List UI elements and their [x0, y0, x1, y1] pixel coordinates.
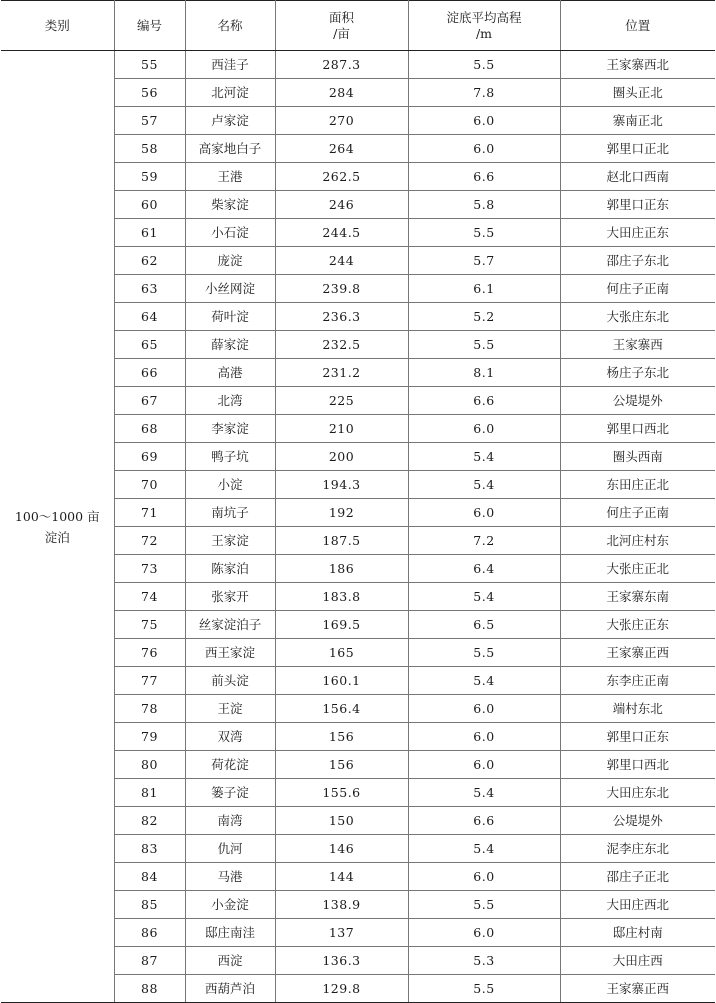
cell-name: 北湾 — [185, 387, 275, 415]
cell-area: 156 — [275, 723, 408, 751]
cell-elevation: 5.2 — [408, 303, 560, 331]
cell-elevation: 6.6 — [408, 163, 560, 191]
cell-location: 泥李庄东北 — [560, 835, 715, 863]
cell-elevation: 5.7 — [408, 247, 560, 275]
header-id: 编号 — [114, 1, 185, 51]
cell-name: 小金淀 — [185, 891, 275, 919]
cell-location: 大田庄西 — [560, 947, 715, 975]
cell-location: 郭里口正东 — [560, 191, 715, 219]
cell-location: 邸庄村南 — [560, 919, 715, 947]
cell-id: 64 — [114, 303, 185, 331]
cell-name: 庞淀 — [185, 247, 275, 275]
header-elevation-unit: /m — [475, 25, 493, 41]
cell-id: 80 — [114, 751, 185, 779]
cell-name: 荷叶淀 — [185, 303, 275, 331]
cell-name: 柴家淀 — [185, 191, 275, 219]
cell-location: 郭里口正北 — [560, 135, 715, 163]
cell-id: 87 — [114, 947, 185, 975]
cell-location: 王家寨西北 — [560, 51, 715, 79]
cell-area: 262.5 — [275, 163, 408, 191]
cell-id: 74 — [114, 583, 185, 611]
cell-elevation: 5.5 — [408, 219, 560, 247]
cell-area: 137 — [275, 919, 408, 947]
cell-location: 公堤堤外 — [560, 387, 715, 415]
cell-id: 62 — [114, 247, 185, 275]
table-row — [1, 51, 715, 79]
cell-area: 144 — [275, 863, 408, 891]
cell-id: 79 — [114, 723, 185, 751]
cell-name: 南湾 — [185, 807, 275, 835]
cell-area: 156.4 — [275, 695, 408, 723]
cell-id: 58 — [114, 135, 185, 163]
cell-id: 55 — [114, 51, 185, 79]
cell-area: 136.3 — [275, 947, 408, 975]
cell-name: 王港 — [185, 163, 275, 191]
cell-area: 156 — [275, 751, 408, 779]
cell-location: 北河庄村东 — [560, 527, 715, 555]
cell-elevation: 5.5 — [408, 331, 560, 359]
cell-area: 270 — [275, 107, 408, 135]
cell-elevation: 5.4 — [408, 779, 560, 807]
table-body — [1, 51, 715, 1003]
cell-location: 大张庄东北 — [560, 303, 715, 331]
cell-elevation: 5.5 — [408, 975, 560, 1003]
cell-elevation: 5.4 — [408, 443, 560, 471]
cell-id: 77 — [114, 667, 185, 695]
cell-name: 北河淀 — [185, 79, 275, 107]
cell-elevation: 5.4 — [408, 471, 560, 499]
category-label: 100～1000 亩淀泊 — [14, 508, 100, 545]
cell-elevation: 6.6 — [408, 807, 560, 835]
cell-area: 239.8 — [275, 275, 408, 303]
cell-id: 59 — [114, 163, 185, 191]
cell-area: 192 — [275, 499, 408, 527]
cell-name: 西洼子 — [185, 51, 275, 79]
header-name: 名称 — [185, 1, 275, 51]
cell-location: 王家寨西 — [560, 331, 715, 359]
cell-name: 薛家淀 — [185, 331, 275, 359]
header-elevation-label: 淀底平均高程 — [446, 9, 522, 25]
header-area-label: 面积 — [328, 9, 354, 25]
cell-elevation: 6.0 — [408, 695, 560, 723]
cell-area: 138.9 — [275, 891, 408, 919]
cell-id: 61 — [114, 219, 185, 247]
cell-location: 郭里口西北 — [560, 751, 715, 779]
cell-area: 183.8 — [275, 583, 408, 611]
cell-location: 赵北口西南 — [560, 163, 715, 191]
cell-area: 236.3 — [275, 303, 408, 331]
cell-area: 150 — [275, 807, 408, 835]
cell-elevation: 6.0 — [408, 107, 560, 135]
cell-location: 大田庄正东 — [560, 219, 715, 247]
cell-id: 72 — [114, 527, 185, 555]
cell-id: 83 — [114, 835, 185, 863]
cell-area: 287.3 — [275, 51, 408, 79]
cell-location: 大田庄东北 — [560, 779, 715, 807]
cell-area: 194.3 — [275, 471, 408, 499]
cell-id: 75 — [114, 611, 185, 639]
cell-area: 186 — [275, 555, 408, 583]
cell-name: 荷花淀 — [185, 751, 275, 779]
cell-id: 56 — [114, 79, 185, 107]
cell-id: 81 — [114, 779, 185, 807]
cell-area: 231.2 — [275, 359, 408, 387]
cell-area: 165 — [275, 639, 408, 667]
cell-location: 大张庄正北 — [560, 555, 715, 583]
cell-elevation: 6.0 — [408, 135, 560, 163]
cell-elevation: 5.5 — [408, 639, 560, 667]
cell-elevation: 5.3 — [408, 947, 560, 975]
cell-area: 225 — [275, 387, 408, 415]
cell-elevation: 6.0 — [408, 919, 560, 947]
cell-name: 双湾 — [185, 723, 275, 751]
cell-location: 东李庄正南 — [560, 667, 715, 695]
cell-area: 200 — [275, 443, 408, 471]
cell-area: 244 — [275, 247, 408, 275]
cell-id: 63 — [114, 275, 185, 303]
cell-elevation: 7.8 — [408, 79, 560, 107]
header-elevation — [408, 1, 560, 51]
cell-elevation: 6.6 — [408, 387, 560, 415]
cell-elevation: 6.0 — [408, 863, 560, 891]
cell-location: 邵庄子东北 — [560, 247, 715, 275]
cell-name: 陈家泊 — [185, 555, 275, 583]
cell-location: 大张庄正东 — [560, 611, 715, 639]
cell-name: 西葫芦泊 — [185, 975, 275, 1003]
cell-location: 端村东北 — [560, 695, 715, 723]
cell-id: 76 — [114, 639, 185, 667]
cell-name: 邸庄南洼 — [185, 919, 275, 947]
cell-name: 小丝网淀 — [185, 275, 275, 303]
cell-name: 西淀 — [185, 947, 275, 975]
cell-elevation: 6.0 — [408, 415, 560, 443]
cell-location: 邵庄子正北 — [560, 863, 715, 891]
cell-location: 公堤堤外 — [560, 807, 715, 835]
cell-location: 圈头正北 — [560, 79, 715, 107]
header-area-unit: /亩 — [333, 25, 350, 41]
cell-location: 何庄子正南 — [560, 499, 715, 527]
cell-name: 仇河 — [185, 835, 275, 863]
cell-area: 264 — [275, 135, 408, 163]
cell-area: 284 — [275, 79, 408, 107]
cell-id: 73 — [114, 555, 185, 583]
cell-elevation: 8.1 — [408, 359, 560, 387]
cell-name: 西王家淀 — [185, 639, 275, 667]
cell-name: 王家淀 — [185, 527, 275, 555]
cell-id: 84 — [114, 863, 185, 891]
cell-elevation: 5.5 — [408, 51, 560, 79]
cell-area: 210 — [275, 415, 408, 443]
cell-name: 李家淀 — [185, 415, 275, 443]
cell-elevation: 5.4 — [408, 583, 560, 611]
cell-id: 82 — [114, 807, 185, 835]
cell-id: 60 — [114, 191, 185, 219]
cell-name: 篓子淀 — [185, 779, 275, 807]
cell-name: 王淀 — [185, 695, 275, 723]
category-cell — [1, 51, 114, 1003]
cell-location: 郭里口西北 — [560, 415, 715, 443]
cell-id: 68 — [114, 415, 185, 443]
cell-area: 169.5 — [275, 611, 408, 639]
cell-location: 王家寨正西 — [560, 639, 715, 667]
lake-table — [1, 0, 715, 1003]
cell-name: 高家地白子 — [185, 135, 275, 163]
cell-location: 杨庄子东北 — [560, 359, 715, 387]
header-area — [275, 1, 408, 51]
cell-name: 高港 — [185, 359, 275, 387]
cell-elevation: 6.1 — [408, 275, 560, 303]
cell-area: 160.1 — [275, 667, 408, 695]
cell-elevation: 6.0 — [408, 499, 560, 527]
cell-location: 王家寨正西 — [560, 975, 715, 1003]
cell-name: 前头淀 — [185, 667, 275, 695]
cell-elevation: 5.5 — [408, 891, 560, 919]
cell-name: 张家开 — [185, 583, 275, 611]
cell-location: 郭里口正东 — [560, 723, 715, 751]
cell-elevation: 6.5 — [408, 611, 560, 639]
cell-elevation: 5.4 — [408, 667, 560, 695]
cell-elevation: 5.8 — [408, 191, 560, 219]
cell-id: 57 — [114, 107, 185, 135]
cell-elevation: 6.0 — [408, 723, 560, 751]
cell-id: 65 — [114, 331, 185, 359]
cell-id: 71 — [114, 499, 185, 527]
cell-area: 246 — [275, 191, 408, 219]
cell-id: 88 — [114, 975, 185, 1003]
cell-id: 86 — [114, 919, 185, 947]
cell-location: 寨南正北 — [560, 107, 715, 135]
cell-name: 卢家淀 — [185, 107, 275, 135]
cell-name: 南坑子 — [185, 499, 275, 527]
cell-name: 马港 — [185, 863, 275, 891]
header-category: 类别 — [1, 1, 114, 51]
cell-location: 何庄子正南 — [560, 275, 715, 303]
cell-id: 70 — [114, 471, 185, 499]
cell-area: 244.5 — [275, 219, 408, 247]
cell-elevation: 5.4 — [408, 835, 560, 863]
cell-location: 王家寨东南 — [560, 583, 715, 611]
cell-id: 69 — [114, 443, 185, 471]
cell-name: 小石淀 — [185, 219, 275, 247]
cell-area: 187.5 — [275, 527, 408, 555]
cell-name: 小淀 — [185, 471, 275, 499]
cell-location: 东田庄正北 — [560, 471, 715, 499]
cell-id: 67 — [114, 387, 185, 415]
cell-id: 66 — [114, 359, 185, 387]
cell-area: 146 — [275, 835, 408, 863]
cell-location: 圈头西南 — [560, 443, 715, 471]
cell-area: 155.6 — [275, 779, 408, 807]
table-header-row — [1, 1, 715, 51]
cell-id: 78 — [114, 695, 185, 723]
cell-name: 丝家淀泊子 — [185, 611, 275, 639]
cell-elevation: 6.0 — [408, 751, 560, 779]
cell-name: 鸭子坑 — [185, 443, 275, 471]
cell-elevation: 7.2 — [408, 527, 560, 555]
header-location: 位置 — [560, 1, 715, 51]
cell-area: 129.8 — [275, 975, 408, 1003]
cell-id: 85 — [114, 891, 185, 919]
cell-elevation: 6.4 — [408, 555, 560, 583]
cell-area: 232.5 — [275, 331, 408, 359]
cell-location: 大田庄西北 — [560, 891, 715, 919]
